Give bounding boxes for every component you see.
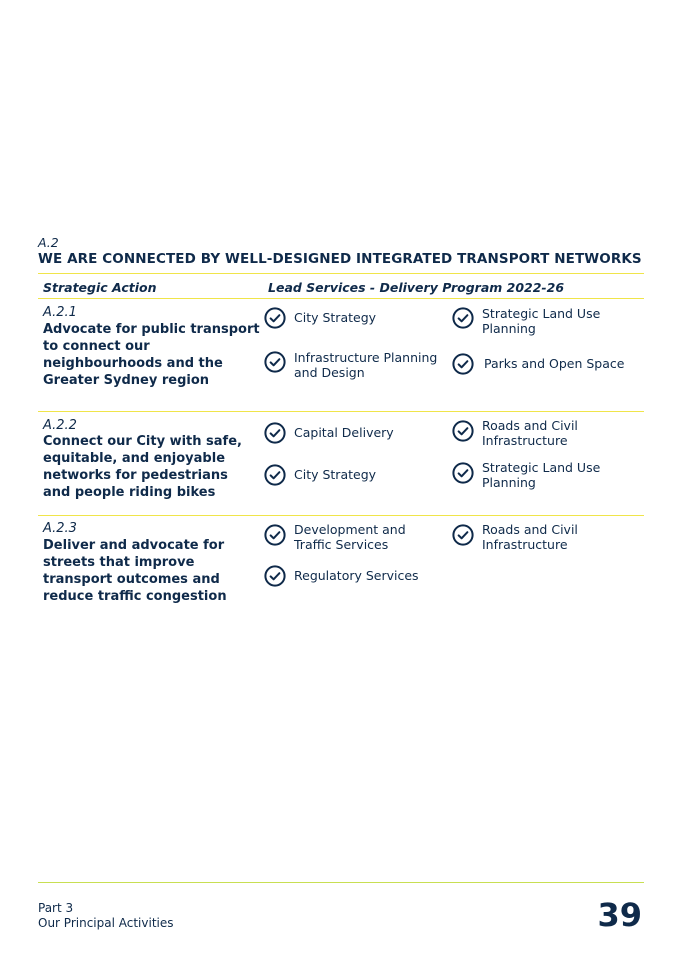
action-code: A.2.1	[43, 305, 77, 320]
header-strategic-action: Strategic Action	[43, 280, 157, 295]
page-number: 39	[597, 896, 642, 934]
service-item	[452, 306, 632, 336]
service-item	[264, 350, 444, 380]
check-circle-icon	[452, 307, 474, 329]
service-item	[264, 425, 444, 444]
service-label: Strategic Land Use Planning	[482, 460, 601, 490]
check-circle-icon	[452, 462, 474, 484]
service-label: Regulatory Services	[294, 568, 419, 583]
check-circle-icon	[264, 307, 286, 329]
service-item	[452, 356, 634, 375]
table-top-rule	[38, 273, 644, 274]
service-label: Roads and Civil Infrastructure	[482, 522, 578, 552]
header-rule	[38, 298, 644, 299]
check-circle-icon	[452, 524, 474, 546]
action-code: A.2.3	[43, 521, 77, 536]
service-label: City Strategy	[294, 310, 377, 325]
service-label: Infrastructure Planning and Design	[294, 350, 438, 380]
footer-rule	[38, 882, 644, 883]
service-item	[264, 467, 444, 486]
check-circle-icon	[264, 565, 286, 587]
check-circle-icon	[264, 351, 286, 373]
service-item	[452, 460, 632, 490]
service-item	[264, 522, 444, 552]
check-circle-icon	[264, 464, 286, 486]
action-title: Deliver and advocate for streets that improve transport outcomes and reduce traffic congestion	[43, 538, 227, 604]
row-rule	[38, 515, 644, 516]
service-item	[264, 568, 444, 587]
footer-subtitle: Our Principal Activities	[38, 916, 174, 930]
check-circle-icon	[264, 422, 286, 444]
service-label: City Strategy	[294, 467, 377, 482]
action-code: A.2.2	[43, 418, 77, 433]
check-circle-icon	[264, 524, 286, 546]
section-code: A.2	[38, 235, 59, 250]
action-title: Advocate for public transport to connect our neighbourhoods and the Greater Sydney region	[43, 322, 260, 388]
service-item	[264, 310, 444, 329]
service-label: Strategic Land Use Planning	[482, 306, 601, 336]
service-label: Roads and Civil Infrastructure	[482, 418, 578, 448]
service-item	[452, 522, 632, 552]
check-circle-icon	[452, 353, 474, 375]
check-circle-icon	[452, 420, 474, 442]
service-item	[452, 418, 632, 448]
service-label: Capital Delivery	[294, 425, 394, 440]
service-label: Parks and Open Space	[484, 356, 625, 371]
footer-part: Part 3	[38, 901, 74, 915]
action-title: Connect our City with safe, equitable, and enjoyable networks for pedestrians and people riding bikes	[43, 434, 242, 500]
section-title: WE ARE CONNECTED BY WELL-DESIGNED INTEGRATED TRANSPORT NETWORKS	[38, 251, 642, 267]
header-lead-services: Lead Services - Delivery Program 2022-26	[268, 280, 565, 295]
row-rule	[38, 411, 644, 412]
service-label: Development and Traffic Services	[294, 522, 406, 552]
